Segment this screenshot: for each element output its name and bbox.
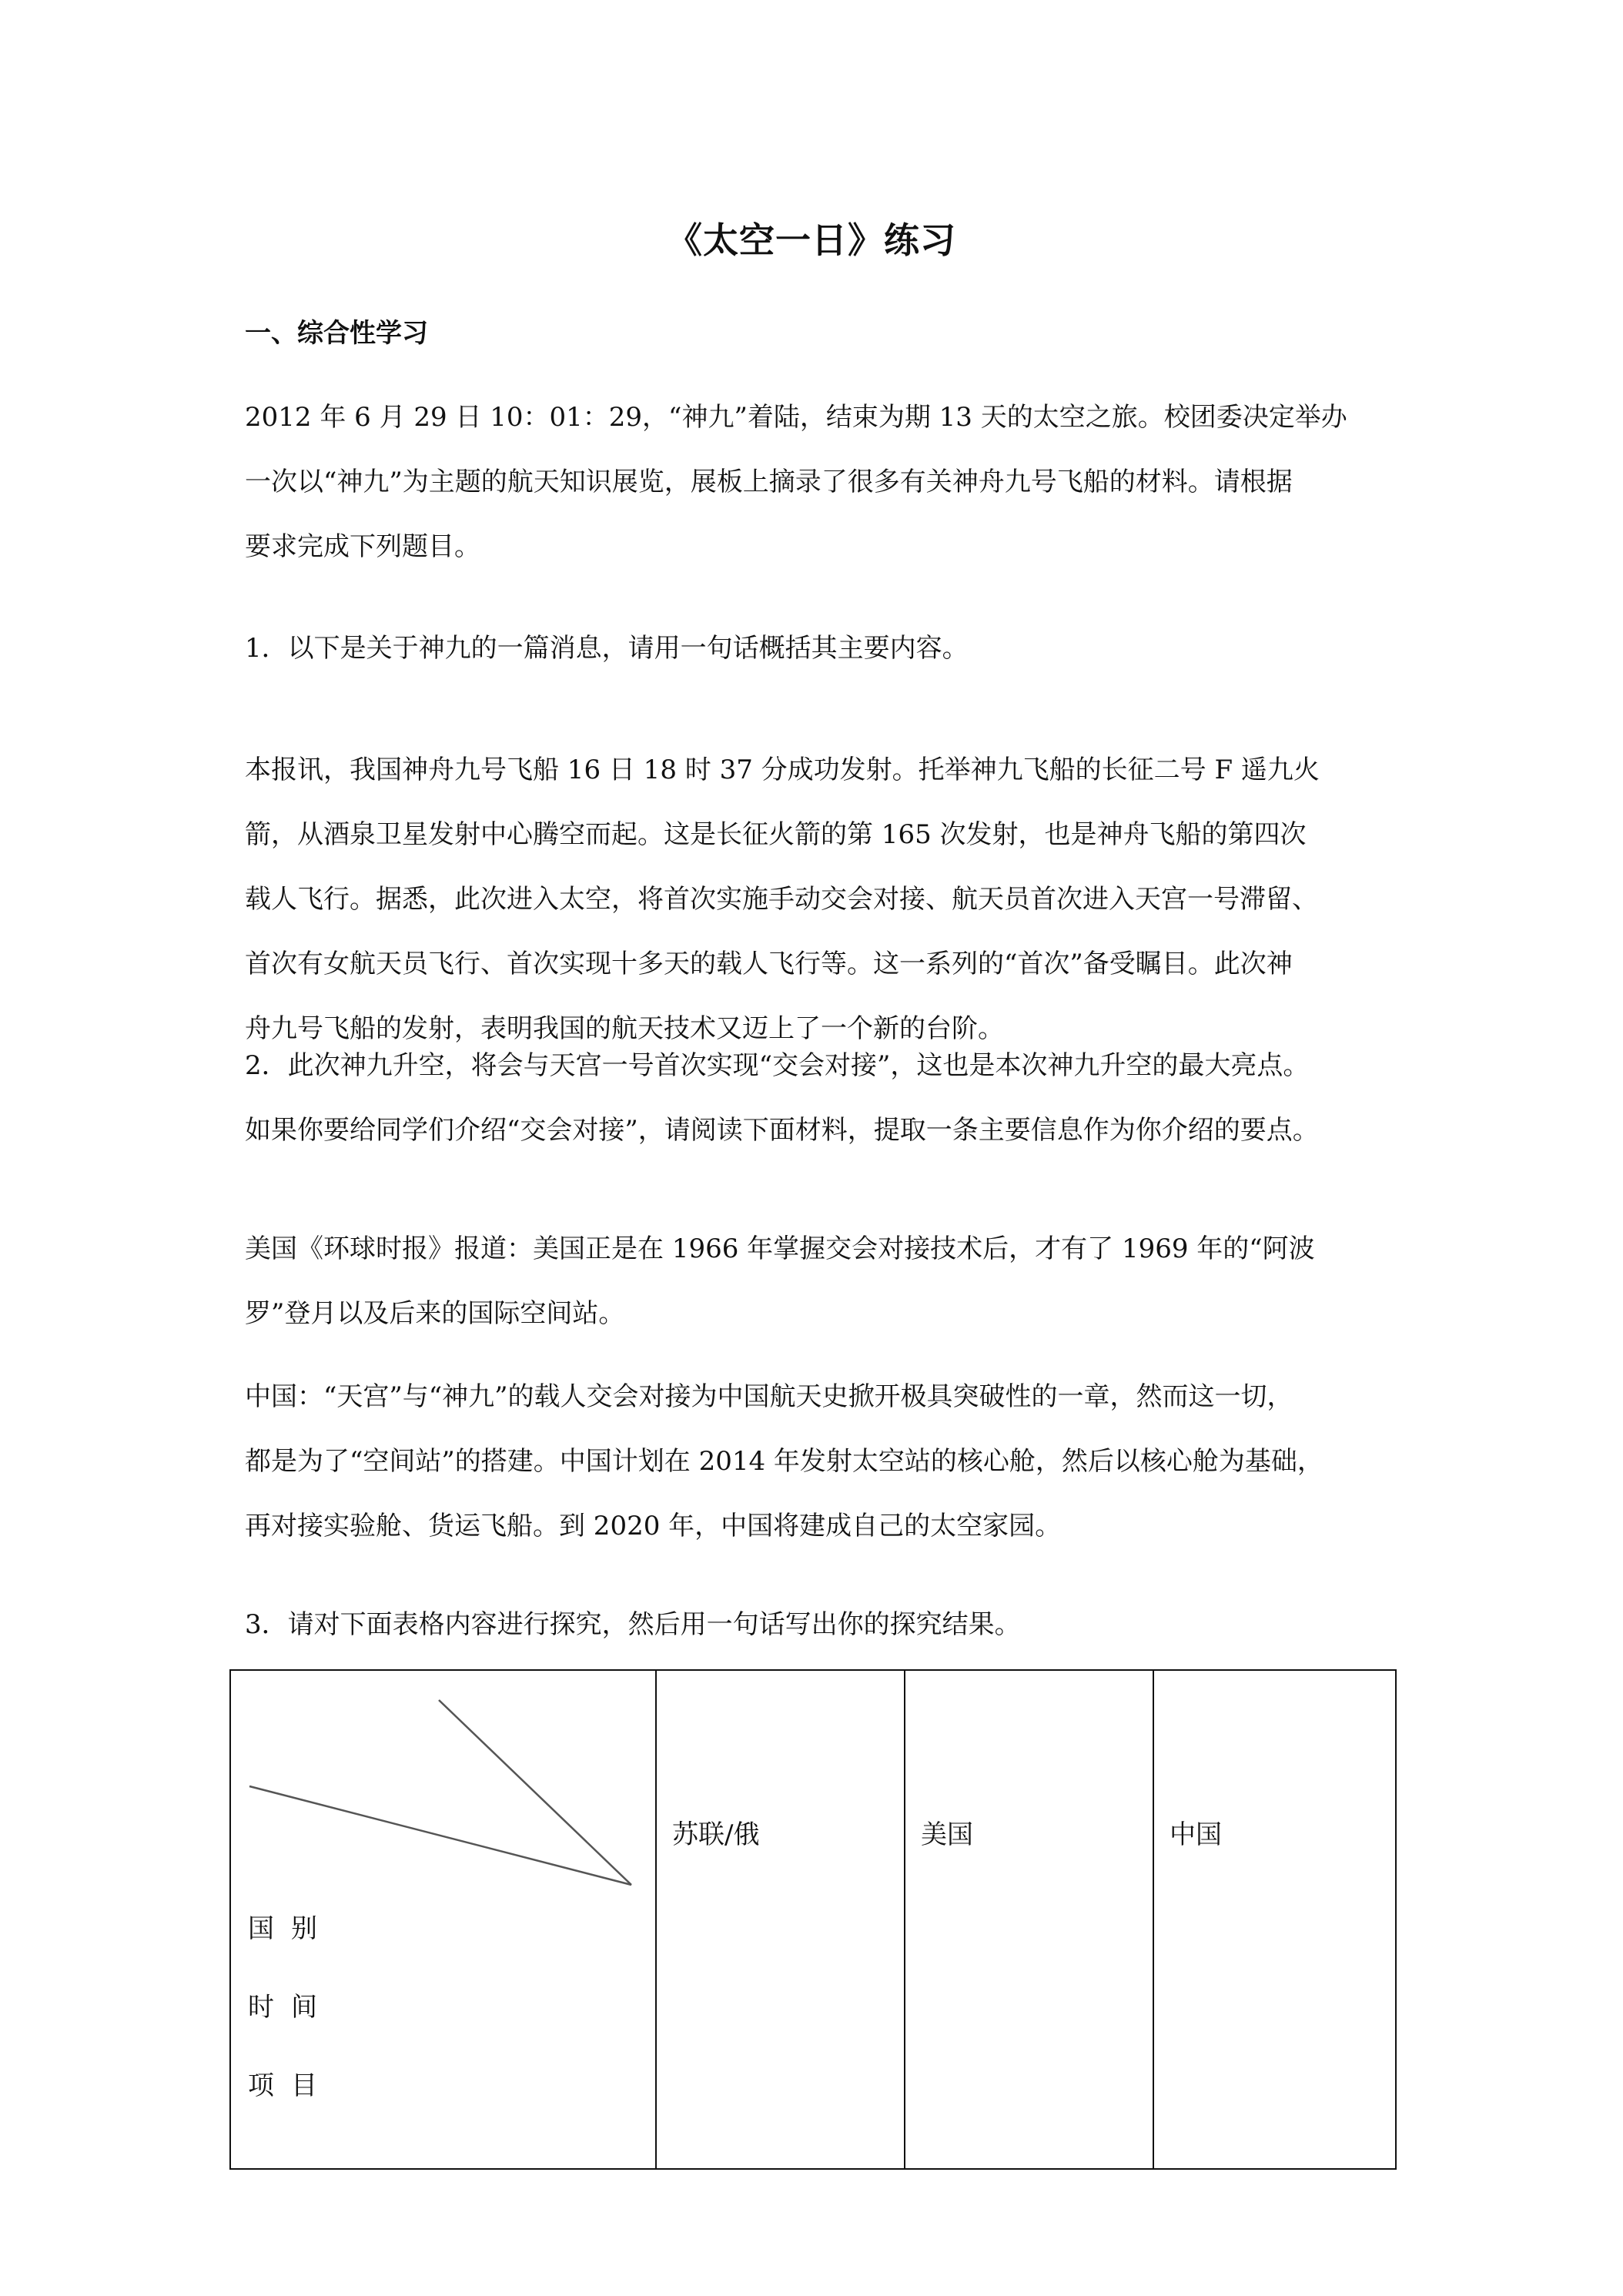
intro-line: 一次以“神九”为主题的航天知识展览，展板上摘录了很多有关神舟九号飞船的材料。请根据 [245, 467, 1293, 497]
section-heading: 一、综合性学习 [245, 318, 428, 349]
table-header-diagonal-cell [231, 1671, 657, 2168]
column-header-china: 中国 [1170, 1819, 1222, 1850]
question-2-line: 如果你要给同学们介绍“交会对接”，请阅读下面材料，提取一条主要信息作为你介绍的要点。 [245, 1115, 1319, 1146]
china-material [245, 1364, 1384, 1558]
comparison-table [229, 1669, 1397, 2170]
usa-line: 罗”登月以及后来的国际空间站。 [245, 1298, 625, 1329]
news-line: 首次有女航天员飞行、首次实现十多天的载人飞行等。这一系列的“首次”备受瞩目。此次神 [245, 949, 1293, 979]
row-label-item: 项目 [248, 2070, 334, 2101]
row-label-time: 时间 [248, 1992, 334, 2023]
question-1 [245, 616, 1384, 681]
diagonal-line-upper [439, 1700, 631, 1885]
question-1-text: 1．以下是关于神九的一篇消息，请用一句话概括其主要内容。 [245, 633, 969, 664]
news-line: 本报讯，我国神舟九号飞船 16 日 18 时 37 分成功发射。托举神九飞船的长征二号 F 遥九火 [245, 755, 1320, 785]
intro-line: 要求完成下列题目。 [245, 531, 480, 562]
row-label-country: 国别 [248, 1913, 334, 1944]
question-2 [245, 1033, 1384, 1163]
news-paragraph [245, 738, 1384, 1061]
column-header-usa: 美国 [921, 1819, 973, 1850]
china-line: 再对接实验舱、货运飞船。到 2020 年，中国将建成自己的太空家园。 [245, 1511, 1062, 1541]
china-line: 都是为了“空间站”的搭建。中国计划在 2014 年发射太空站的核心舱，然后以核心舱为基础， [245, 1446, 1323, 1477]
question-3-text: 3．请对下面表格内容进行探究，然后用一句话写出你的探究结果。 [245, 1609, 1021, 1640]
question-2-line: 2．此次神九升空，将会与天宫一号首次实现“交会对接”，这也是本次神九升空的最大亮点。 [245, 1050, 1310, 1081]
question-3 [245, 1592, 1384, 1657]
usa-material [245, 1217, 1384, 1346]
diagonal-line-lower [249, 1786, 631, 1885]
news-line: 载人飞行。据悉，此次进入太空，将首次实施手动交会对接、航天员首次进入天宫一号滞留、 [245, 884, 1318, 915]
news-line: 箭，从酒泉卫星发射中心腾空而起。这是长征火箭的第 165 次发射，也是神舟飞船的第四次 [245, 819, 1307, 850]
page-title: 《太空一日》练习 [667, 219, 956, 261]
table-column-usa [905, 1671, 1154, 2168]
intro-paragraph [245, 385, 1384, 579]
usa-line: 美国《环球时报》报道：美国正是在 1966 年掌握交会对接技术后，才有了 1969 年的“阿波 [245, 1233, 1315, 1264]
intro-line: 2012 年 6 月 29 日 10：01：29，“神九”着陆，结束为期 13 天的太空之旅。校团委决定举办 [245, 402, 1347, 433]
china-line: 中国：“天宫”与“神九”的载人交会对接为中国航天史掀开极具突破性的一章，然而这一切， [245, 1381, 1293, 1412]
table-column-ussr [657, 1671, 905, 2168]
column-header-ussr: 苏联/俄 [672, 1819, 760, 1850]
news-line: 舟九号飞船的发射，表明我国的航天技术又迈上了一个新的台阶。 [245, 1013, 1004, 1044]
table-column-china [1154, 1671, 1398, 2168]
